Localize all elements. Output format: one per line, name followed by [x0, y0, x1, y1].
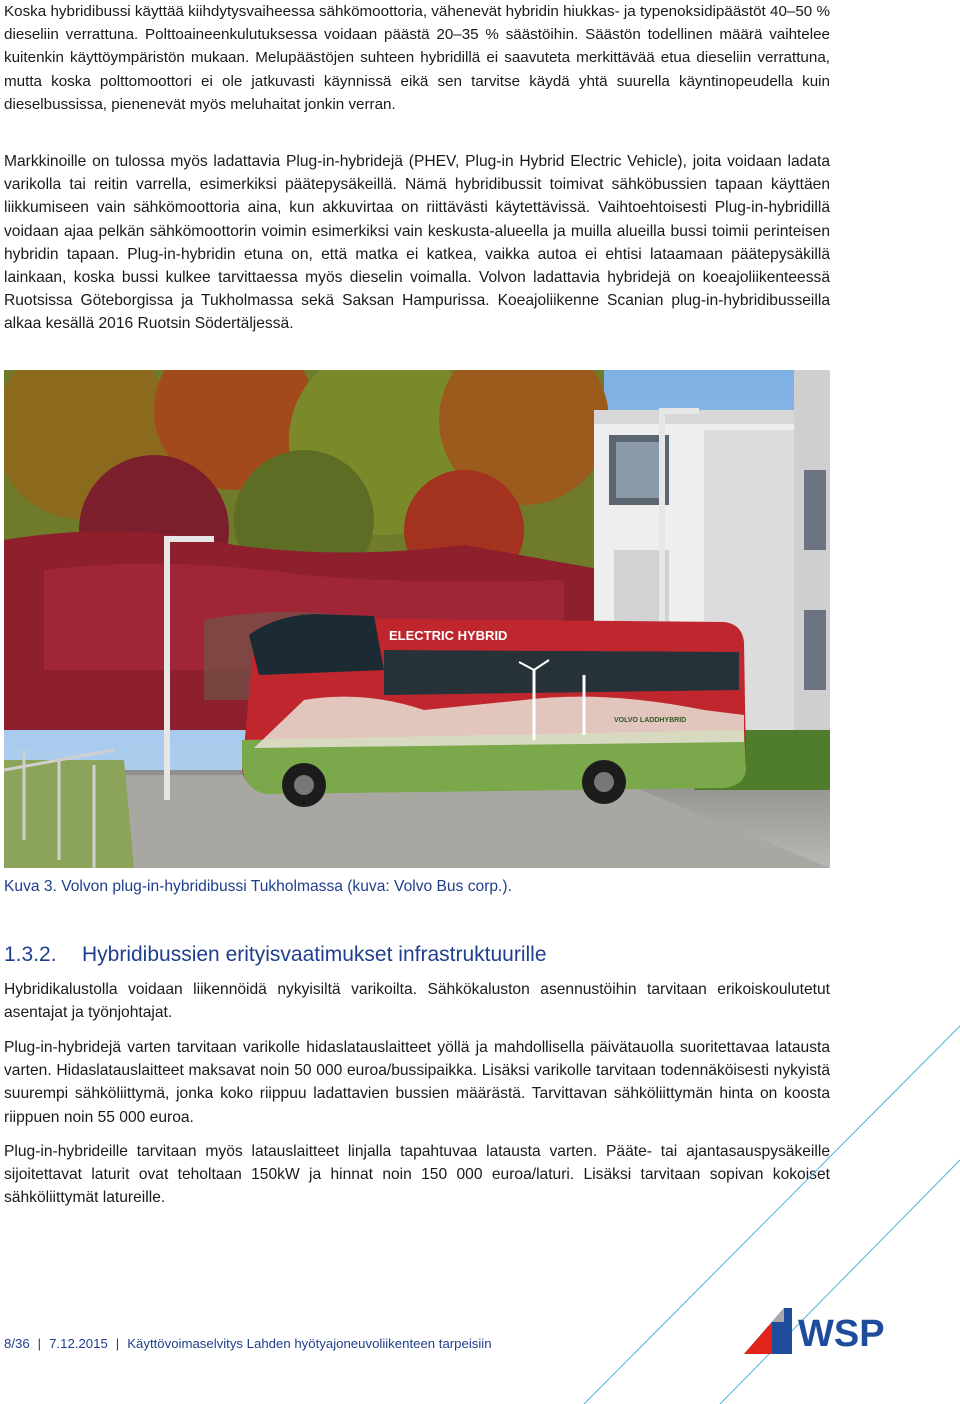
paragraph-plug-in-hybrids: Markkinoille on tulossa myös ladattavia Plug-in-hybridejä (PHEV, Plug-in Hybrid Electric Vehicle), joita voidaan ladata varikolla tai reitin varrella, esimerkiksi päätepysäkeillä. Nämä hybridibussit toimivat sähköbussien tapaan käyttäen liikkumiseen vain sähkömoottoria aina, kun akkuvirtaa on riittävästi käytettävissä. Vaihtoehtoisesti Plug-in-hybridillä voidaan ajaa pelkän sähkömoottorin voimin esimerkiksi vain keskusta-alueella ja muilla alueilla bussi toimii perinteisen hybridin tapaan. Plug-in-hybridin etuna on, että matka ei katkea, vaikka autoa ei ehtisi lataamaan päätepysäkillä lainkaan, koska bussi kulkee tarvittaessa myös dieselin voimalla. Volvon ladattavia hybridejä on koeajoliikenteessä Ruotsissa Göteborgissa ja Tukholmassa sekä Saksan Hampurissa. Koeajoliikenne Scanian plug-in-hybridibusseilla alkaa kesällä 2016 Ruotsin Södertäljessä.: [4, 153, 830, 333]
page-number: 8/36: [4, 1336, 30, 1351]
footer-separator: |: [37, 1336, 42, 1351]
paragraph-depot-charging: Plug-in-hybridejä varten tarvitaan varikolle hidaslatauslaitteet yöllä ja mahdollisella päivätauolla suoritettavaa latausta varten. Hidaslatauslaitteet maksavat noin 50 000 euroa/bussipaikka. Lisäksi varikolle tarvitaan todennäköisesti nykyistä suurempi sähköliittymä, jonka koko riippuu ladattavien bussien määrästä. Tarvittavan sähköliittymän hinta on koosta riippuen noin 55 000 euroa.: [4, 1039, 830, 1126]
bus-roof-label: ELECTRIC HYBRID: [389, 628, 508, 643]
bus-photo: [4, 370, 830, 868]
svg-text:WSP: WSP: [798, 1313, 885, 1355]
section-heading: [4, 940, 547, 970]
figure-caption: Kuva 3. Volvon plug-in-hybridibussi Tukholmassa (kuva: Volvo Bus corp.).: [4, 878, 512, 895]
bus-side-label: VOLVO LADDHYBRID: [614, 717, 687, 724]
footer-separator: |: [115, 1336, 120, 1351]
footer-document-title: Käyttövoimaselvitys Lahden hyötyajoneuvoliikenteen tarpeisiin: [127, 1336, 492, 1351]
section-number: 1.3.2.: [4, 943, 57, 966]
paragraph-route-charging: Plug-in-hybrideille tarvitaan myös latauslaitteet linjalla tapahtuvaa latausta varten. Pääte- tai ajantasauspysäkeille sijoitettavat laturit ovat teholtaan 150kW ja hinnat noin 150 000 euroa/laturi. Lisäksi tarvitaan sopivan kokoiset sähköliittymät latureille.: [4, 1143, 830, 1207]
section-title: Hybridibussien erityisvaatimukset infrastruktuurille: [82, 943, 547, 966]
wsp-logo: [742, 1304, 912, 1362]
paragraph-emissions: Koska hybridibussi käyttää kiihdytysvaiheessa sähkömoottoria, vähenevät hybridin hiukkas- ja typenoksidipäästöt 40–50 % dieseliin verrattuna. Polttoaineenkulutuksessa voidaan päästä 20–35 % säästöihin. Säästön todellinen määrä vaihtelee kuitenkin käyttöympäristön mukaan. Melupäästöjen suhteen hybridillä ei saavuteta merkittävää etua dieseliin verrattuna, mutta koska polttomoottori ei ole jatkuvasti käynnissä eikä sen tarvitse käydä yhtä suurella käyntinopeudella kuin dieselbussissa, pienenevät myös meluhaitat jonkin verran.: [4, 3, 830, 113]
paragraph-depots: Hybridikalustolla voidaan liikennöidä nykyisiltä varikoilta. Sähkökaluston asennustöihin tarvitaan erikoiskoulutetut asentajat ja työnjohtajat.: [4, 981, 830, 1022]
page-footer: [4, 1334, 492, 1354]
footer-date: 7.12.2015: [49, 1336, 108, 1351]
